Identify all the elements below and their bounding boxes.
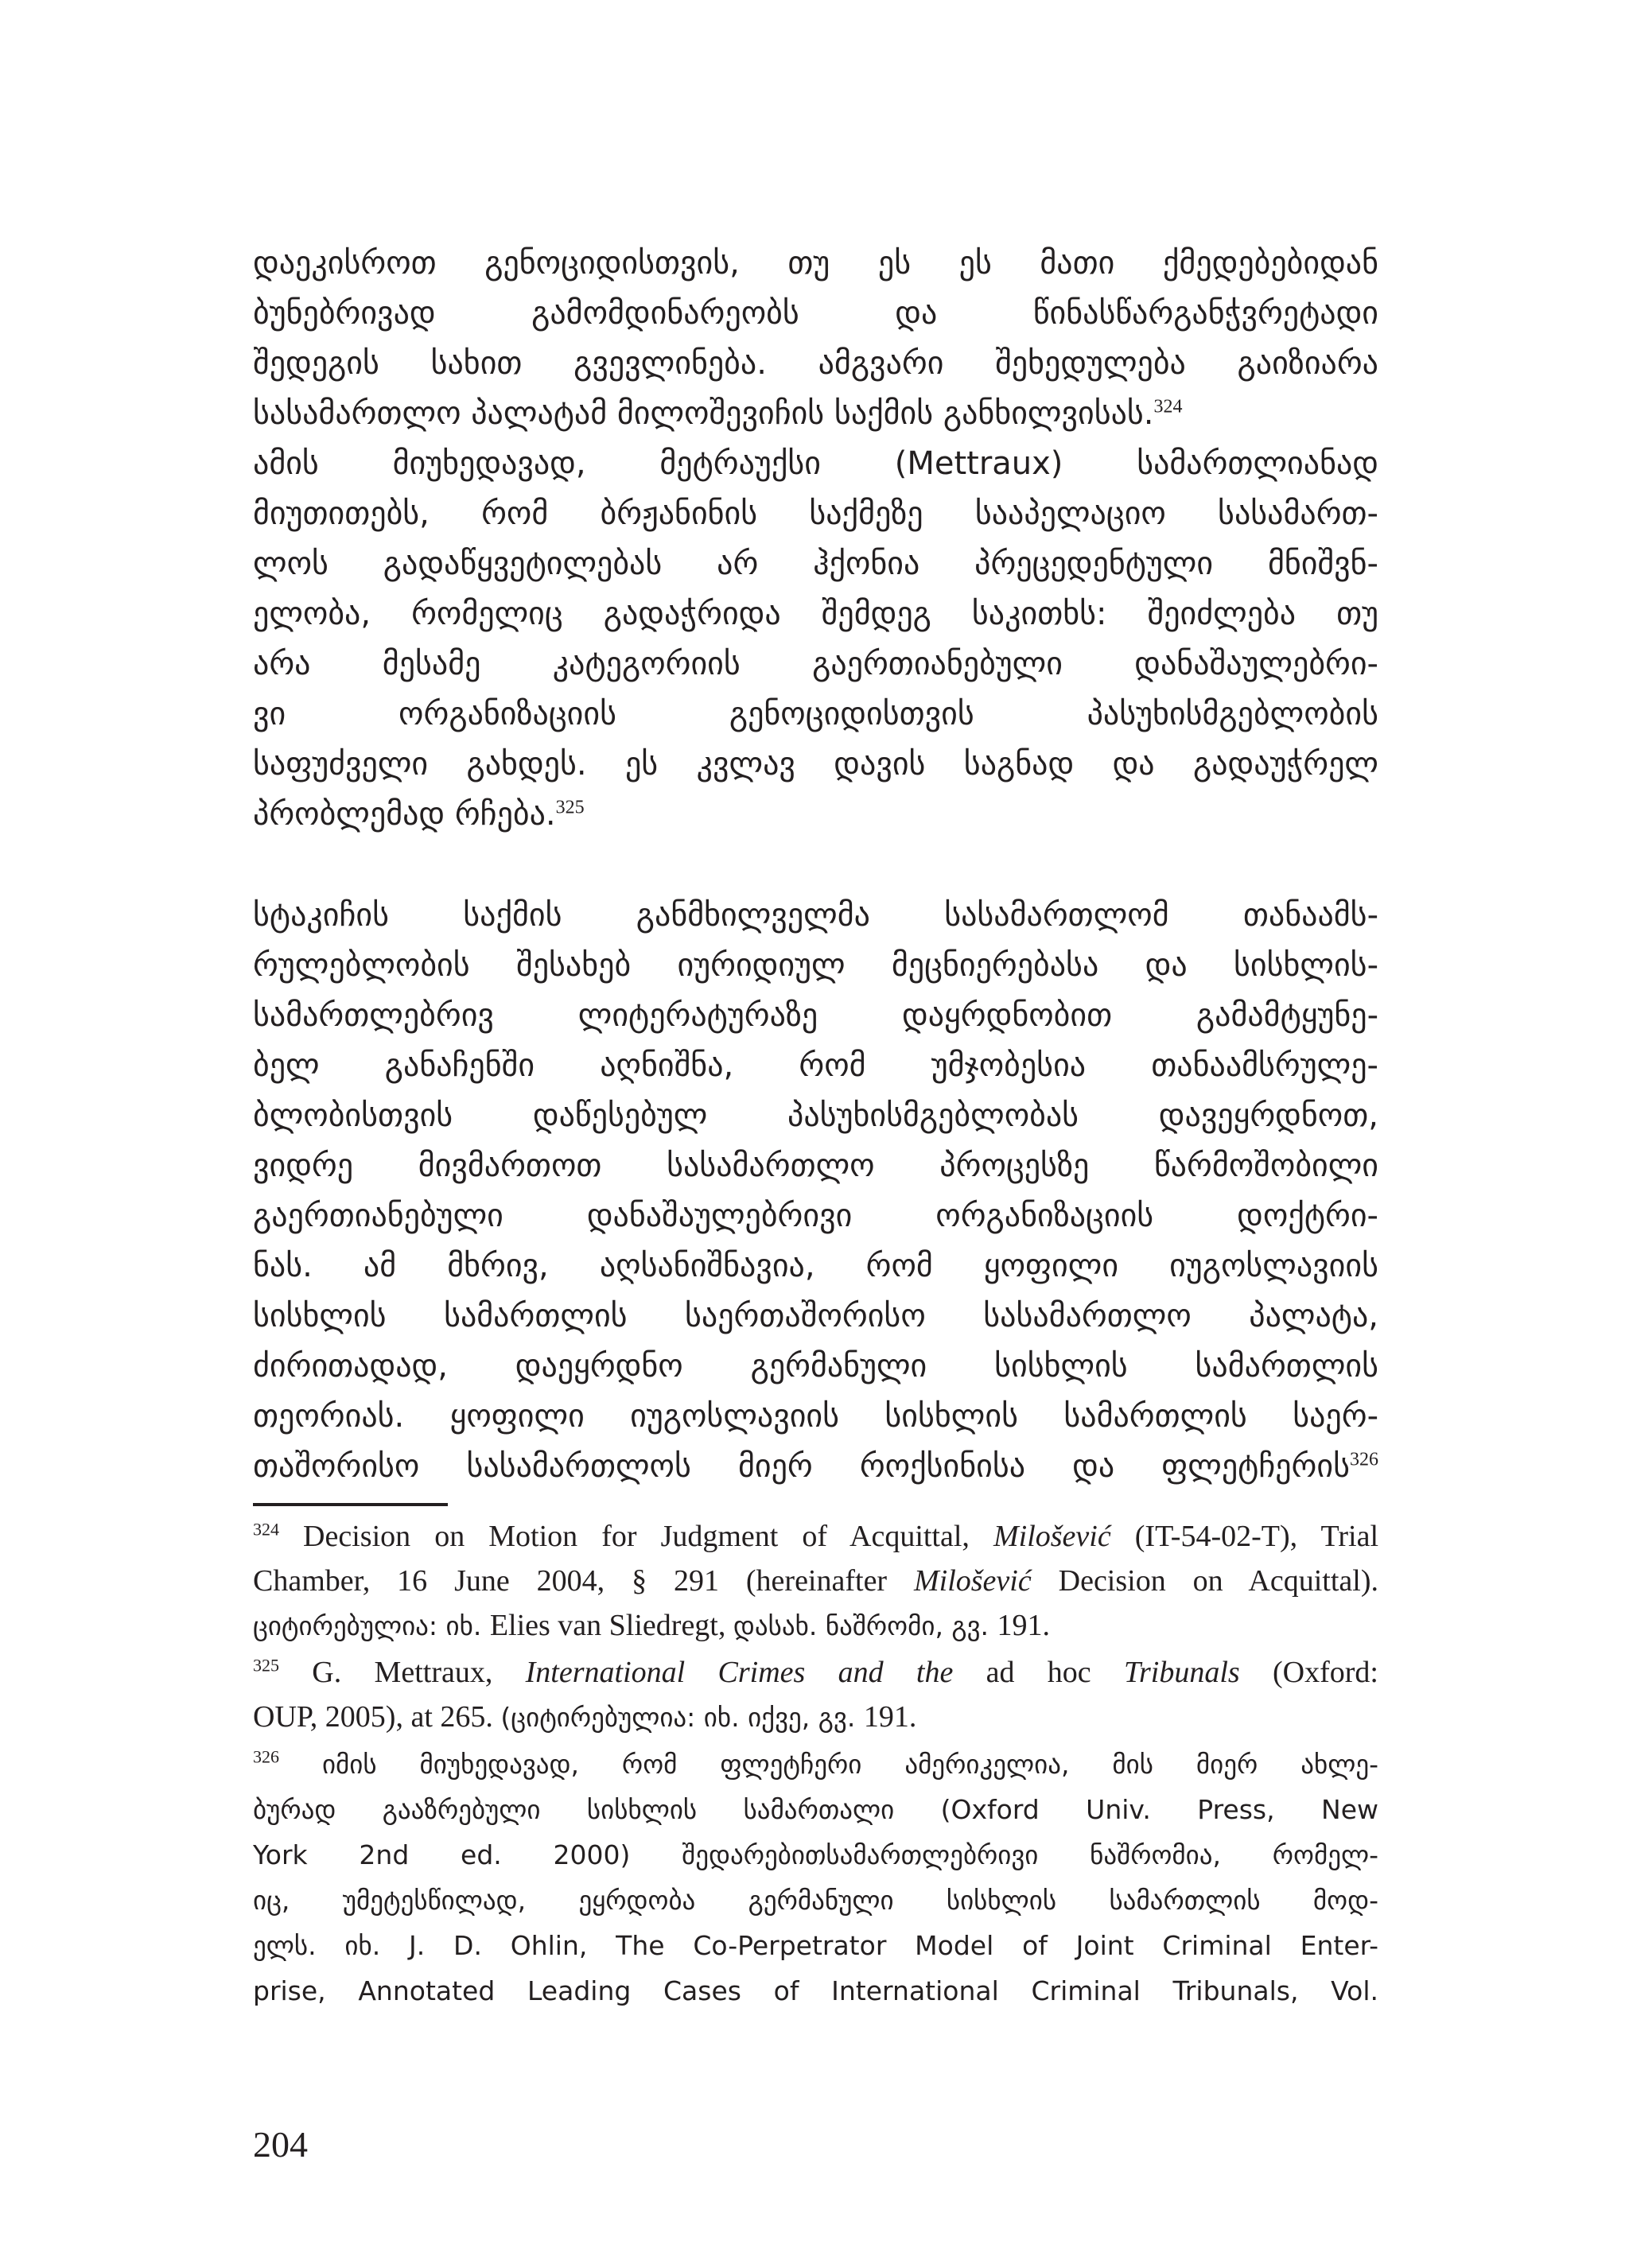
text-line: ძირითადად, დაეყრდნო გერმანული სისხლის სამართლის	[253, 1348, 1378, 1384]
footnote-line	[253, 1603, 1378, 1649]
footnote-text: Decision on Motion for Judgment of Acquittal,	[279, 1520, 993, 1553]
text-line: ბუნებრივად გამომდინარეობს და წინასწარგანჭვრეტადი	[253, 295, 1378, 332]
text-line: დაეკისროთ გენოციდისთვის, თუ ეს ეს მათი ქმედებებიდან	[253, 245, 1378, 282]
text-line: რულებლობის შესახებ იურიდიულ მეცნიერებასა და სისხლის-	[253, 947, 1378, 984]
footnote-text: ბურად გააზრებული სისხლის სამართალი (Oxford Univ. Press, New	[253, 1794, 1378, 1825]
footnote-326	[253, 1742, 1378, 2014]
footnote-divider	[253, 1503, 448, 1506]
footnote-text: G. Mettraux,	[279, 1656, 526, 1689]
footnote-line	[253, 1514, 1378, 1559]
footnote-text: (Oxford:	[1239, 1656, 1378, 1689]
text-line	[253, 389, 1378, 439]
book-title: Tribunals	[1123, 1656, 1240, 1689]
footnote-text: Chamber, 16 June 2004, § 291 (hereinafter	[253, 1564, 914, 1598]
text-line: მიუთითებს, რომ ბრჟანინის საქმეზე სააპელაციო სასამართ-	[253, 495, 1378, 532]
case-name: Milošević	[993, 1520, 1111, 1553]
book-title: International Crimes and the	[525, 1656, 954, 1689]
footnote-text: 191.	[863, 1700, 917, 1734]
footnote-line	[253, 1923, 1378, 1968]
text-line: თეორიას. ყოფილი იუგოსლავიის სისხლის სამართლის საერ-	[253, 1398, 1378, 1435]
footnote-line	[253, 1559, 1378, 1603]
footnote-text: იმის მიუხედავად, რომ ფლეტჩერი ამერიკელია, მის მიერ ახლე-	[279, 1749, 1378, 1780]
footnote-text: ციტირებულია: იხ.	[253, 1610, 490, 1641]
case-name: Milošević	[914, 1564, 1032, 1598]
footnote-text: prise, Annotated Leading Cases of International Criminal Tribunals, Vol.	[253, 1975, 1378, 2006]
page-body	[253, 239, 1378, 2015]
text-line	[253, 790, 1378, 840]
footnote-text: ad hoc	[953, 1656, 1124, 1689]
footnote-text: დასახ. ნაშრომი, გვ.	[733, 1610, 997, 1641]
text-line: ამის მიუხედავად, მეტრაუქსი (Mettraux) სამართლიანად	[253, 445, 1378, 482]
text-line: სისხლის სამართლის საერთაშორისო სასამართლო პალატა,	[253, 1298, 1378, 1334]
text-line	[253, 1442, 1378, 1492]
footnotes	[253, 1514, 1378, 2014]
footnote-ref-324: 324	[1153, 396, 1183, 417]
footnote-line	[253, 1968, 1378, 2014]
text-line: ვიდრე მივმართოთ სასამართლო პროცესზე წარმოშობილი	[253, 1148, 1378, 1184]
page-number: 204	[253, 2124, 308, 2165]
footnote-ref-325: 325	[555, 797, 585, 818]
text-line: ვი ორგანიზაციის გენოციდისთვის პასუხისმგებლობის	[253, 696, 1378, 732]
footnote-line	[253, 1742, 1378, 1787]
text-line-content: პრობლემად რჩება.	[253, 796, 556, 833]
footnote-325	[253, 1650, 1378, 1740]
footnote-line	[253, 1787, 1378, 1832]
footnote-text: იც, უმეტესწილად, ეყრდობა გერმანული სისხლის სამართლის მოდ-	[253, 1885, 1378, 1916]
footnote-line	[253, 1832, 1378, 1878]
footnote-number: 326	[253, 1746, 279, 1767]
paragraph-2	[253, 891, 1378, 1492]
footnote-text: (ციტირებულია: იხ. იქვე, გვ.	[500, 1702, 864, 1733]
text-line: სტაკიჩის საქმის განმხილველმა სასამართლომ თანაამს-	[253, 897, 1378, 934]
text-line: გაერთიანებული დანაშაულებრივი ორგანიზაციის დოქტრი-	[253, 1198, 1378, 1234]
text-line: სამართლებრივ ლიტერატურაზე დაყრდნობით გამამტყუნე-	[253, 997, 1378, 1034]
footnote-text: ელს. იხ. J. D. Ohlin, The Co-Perpetrator Model of Joint Criminal Enter-	[253, 1930, 1378, 1961]
text-line: არა მესამე კატეგორიის გაერთიანებული დანაშაულებრი-	[253, 646, 1378, 682]
text-line-content: თაშორისო სასამართლოს მიერ როქსინისა და ფლეტჩერის	[253, 1448, 1350, 1485]
footnote-line	[253, 1695, 1378, 1740]
footnote-text: OUP, 2005), at 265.	[253, 1700, 501, 1734]
text-line-content: სასამართლო პალატამ მილოშევიჩის საქმის განხილვისას.	[253, 395, 1154, 432]
text-line: ბელ განაჩენში აღნიშნა, რომ უმჯობესია თანაამსრულე-	[253, 1047, 1378, 1084]
footnote-ref-326: 326	[1350, 1449, 1378, 1470]
text-line: შედეგის სახით გვევლინება. ამგვარი შეხედულება გაიზიარა	[253, 345, 1378, 382]
paragraph-spacer	[253, 840, 1378, 891]
text-line: საფუძველი გახდეს. ეს კვლავ დავის საგნად და გადაუჭრელ	[253, 746, 1378, 783]
footnote-line	[253, 1650, 1378, 1695]
footnote-text: Elies van Sliedregt,	[489, 1609, 733, 1642]
text-line: ლოს გადაწყვეტილებას არ ჰქონია პრეცედენტული მნიშვნ-	[253, 546, 1378, 582]
text-line: ელობა, რომელიც გადაჭრიდა შემდეგ საკითხს: შეიძლება თუ	[253, 596, 1378, 632]
footnote-text: (IT-54-02-T), Trial	[1110, 1520, 1379, 1553]
text-line: ბლობისთვის დაწესებულ პასუხისმგებლობას დავეყრდნოთ,	[253, 1097, 1378, 1134]
footnote-number: 324	[253, 1519, 279, 1540]
footnote-line	[253, 1878, 1378, 1923]
paragraph-1	[253, 239, 1378, 840]
text-line: ნას. ამ მხრივ, აღსანიშნავია, რომ ყოფილი იუგოსლავიის	[253, 1248, 1378, 1284]
footnote-text: Decision on Acquittal).	[1031, 1564, 1378, 1598]
footnote-text: York 2nd ed. 2000) შედარებითსამართლებრივი ნაშრომია, რომელ-	[253, 1839, 1378, 1870]
footnote-text: 191.	[997, 1609, 1051, 1642]
footnote-324	[253, 1514, 1378, 1649]
footnote-number: 325	[253, 1655, 279, 1676]
